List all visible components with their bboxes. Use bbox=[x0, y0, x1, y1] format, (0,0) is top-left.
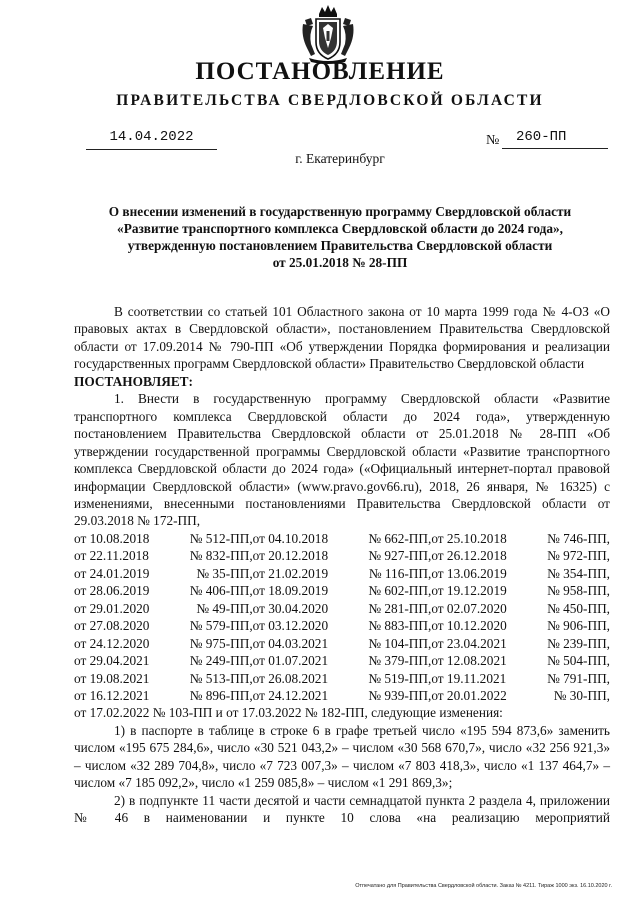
document-subtitle: ПРАВИТЕЛЬСТВА СВЕРДЛОВСКОЙ ОБЛАСТИ bbox=[116, 92, 544, 109]
amendment-date: от 02.07.2020 bbox=[431, 600, 507, 616]
heading-line: от 25.01.2018 № 28-ПП bbox=[272, 255, 408, 270]
subitem-2-paragraph: 2) в подпункте 11 части десятой и части семнадцатой пункта 2 раздела 4, приложении № 46 в наименовании и пункте 10 слова «на реализацию мероприятий bbox=[74, 792, 610, 826]
amendments-list bbox=[74, 530, 610, 705]
amendment-number: № 832-ПП, bbox=[189, 548, 253, 564]
amendment-date: от 03.12.2020 bbox=[252, 618, 329, 634]
amendment-number: № 504-ПП, bbox=[547, 653, 610, 669]
amendment-date: от 28.06.2019 bbox=[74, 583, 150, 599]
heading-line: утвержденную постановлением Правительства Свердловской области bbox=[127, 238, 553, 253]
amendment-number: № 49-ПП, bbox=[196, 600, 253, 616]
resolve-heading: ПОСТАНОВЛЯЕТ: bbox=[74, 373, 193, 389]
amendment-number: № 958-ПП, bbox=[547, 583, 610, 599]
amendment-row bbox=[74, 565, 610, 582]
amendment-number: № 927-ПП, bbox=[368, 548, 432, 564]
item-1-paragraph: 1. Внести в государственную программу Свердловской области «Развитие транспортного комплекса Свердловской области до 2024 года», утвержденную постановлением Правительства Свердловской области от 25.01.2018 № 28-ПП «Об утверждении государственной программы Свердловской области «Развитие транспортного комплекса Свердловской области до 2024 года» («Официальный интернет-портал правовой информации Свердловской области» (www.pravo.gov66.ru), 2018, 26 января, № 16325) с изменениями, внесенными постановлениями Правительства Свердловской области от 29.03.2018 № 172-ПП, bbox=[74, 391, 610, 529]
amendment-date: от 29.01.2020 bbox=[74, 600, 150, 616]
heading-line: О внесении изменений в государственную программу Свердловской области bbox=[108, 204, 572, 219]
amendment-number: № 406-ПП, bbox=[189, 583, 253, 599]
amendment-date: от 10.08.2018 bbox=[74, 530, 150, 546]
amendment-number: № 116-ПП, bbox=[368, 565, 432, 581]
preamble-paragraph: В соответствии со статьей 101 Областного закона от 10 марта 1999 года № 4-ОЗ «О правовых актах в Свердловской области», постановлением Правительства Свердловской области от 17.09.2014 № 790-ПП «Об утверждении Порядка формирования и реализации государственных программ Свердловской области» Правительство Свердловской области bbox=[74, 304, 610, 372]
amendment-row bbox=[74, 635, 610, 652]
amendment-date: от 16.12.2021 bbox=[74, 687, 150, 703]
amendment-number: № 662-ПП, bbox=[368, 530, 432, 546]
amendment-date: от 19.08.2021 bbox=[74, 670, 150, 686]
amendment-row bbox=[74, 547, 610, 564]
amendment-number: № 579-ПП, bbox=[189, 618, 253, 634]
amendment-date: от 18.09.2019 bbox=[252, 583, 329, 599]
amendment-date: от 01.07.2021 bbox=[252, 653, 329, 669]
amendment-date: от 04.03.2021 bbox=[252, 635, 329, 651]
amendment-row bbox=[74, 582, 610, 599]
amendment-number: № 379-ПП, bbox=[368, 653, 432, 669]
amendment-date: от 12.08.2021 bbox=[431, 653, 507, 669]
heading-line: «Развитие транспортного комплекса Свердловской области до 2024 года», bbox=[117, 221, 563, 236]
amendment-number: № 972-ПП, bbox=[547, 548, 610, 564]
amendment-date: от 26.12.2018 bbox=[431, 548, 507, 564]
amendment-number: № 883-ПП, bbox=[368, 618, 432, 634]
amendment-number: № 519-ПП, bbox=[368, 670, 432, 686]
amendment-date: от 04.10.2018 bbox=[252, 530, 329, 546]
amendment-number: № 975-ПП, bbox=[189, 635, 253, 651]
amendment-row bbox=[74, 670, 610, 687]
document-city: г. Екатеринбург bbox=[295, 151, 385, 166]
amendment-number: № 354-ПП, bbox=[547, 565, 610, 581]
amendment-date: от 23.04.2021 bbox=[431, 635, 507, 651]
amendment-number: № 30-ПП, bbox=[553, 687, 610, 703]
print-footer: Отпечатано для Правительства Свердловской области. Заказ № 4211. Тираж 1000 экз. 16.10.2020 г. bbox=[355, 883, 612, 889]
amendment-number: № 746-ПП, bbox=[547, 530, 610, 546]
amendment-number: № 104-ПП, bbox=[368, 635, 432, 651]
amendment-number: № 35-ПП, bbox=[196, 565, 253, 581]
amendment-date: от 24.01.2019 bbox=[74, 565, 150, 581]
amendment-number: № 450-ПП, bbox=[547, 600, 610, 616]
amendment-date: от 29.04.2021 bbox=[74, 653, 150, 669]
amendment-number: № 513-ПП, bbox=[189, 670, 253, 686]
number-sign: № bbox=[486, 133, 500, 148]
amendment-date: от 19.12.2019 bbox=[431, 583, 507, 599]
amendment-date: от 20.12.2018 bbox=[252, 548, 329, 564]
document-title: ПОСТАНОВЛЕНИЕ bbox=[195, 58, 445, 85]
amendment-number: № 896-ПП, bbox=[189, 687, 253, 703]
amendment-date: от 24.12.2021 bbox=[252, 687, 329, 703]
amendment-number: № 906-ПП, bbox=[547, 618, 610, 634]
amendment-date: от 26.08.2021 bbox=[252, 670, 329, 686]
document-number: 260-ПП bbox=[502, 129, 608, 149]
item-1-end: от 17.02.2022 № 103-ПП и от 17.03.2022 № 182-ПП, следующие изменения: bbox=[74, 705, 503, 721]
amendment-row bbox=[74, 530, 610, 547]
amendment-date: от 19.11.2021 bbox=[431, 670, 507, 686]
amendment-date: от 25.10.2018 bbox=[431, 530, 507, 546]
document-heading bbox=[70, 203, 610, 271]
amendment-date: от 21.02.2019 bbox=[252, 565, 329, 581]
amendment-date: от 10.12.2020 bbox=[431, 618, 507, 634]
amendment-number: № 602-ПП, bbox=[368, 583, 432, 599]
amendment-date: от 24.12.2020 bbox=[74, 635, 150, 651]
document-body bbox=[74, 303, 610, 827]
amendment-date: от 30.04.2020 bbox=[252, 600, 329, 616]
amendment-number: № 939-ПП, bbox=[368, 687, 432, 703]
document-date: 14.04.2022 bbox=[86, 129, 217, 150]
amendment-date: от 13.06.2019 bbox=[431, 565, 507, 581]
amendment-date: от 20.01.2022 bbox=[431, 687, 507, 703]
amendment-row bbox=[74, 600, 610, 617]
amendment-row bbox=[74, 652, 610, 669]
amendment-number: № 239-ПП, bbox=[547, 635, 610, 651]
coat-of-arms-icon bbox=[299, 4, 357, 64]
amendment-date: от 22.11.2018 bbox=[74, 548, 149, 564]
amendment-date: от 27.08.2020 bbox=[74, 618, 150, 634]
amendment-number: № 791-ПП, bbox=[547, 670, 610, 686]
amendment-number: № 281-ПП, bbox=[368, 600, 432, 616]
amendment-number: № 512-ПП, bbox=[189, 530, 253, 546]
subitem-1-paragraph: 1) в паспорте в таблице в строке 6 в графе третьей число «195 594 873,6» заменить числом «195 675 284,6», число «30 521 043,2» – числом «30 568 670,7», число «32 256 921,3» – числом «32 289 704,8», число «7 723 007,3» – числом «7 803 418,3», число «1 137 464,7» – числом «7 185 092,2», число «1 259 085,8» – числом «1 291 869,3»; bbox=[74, 722, 610, 791]
amendment-row bbox=[74, 617, 610, 634]
amendment-number: № 249-ПП, bbox=[189, 653, 253, 669]
amendment-row bbox=[74, 687, 610, 704]
